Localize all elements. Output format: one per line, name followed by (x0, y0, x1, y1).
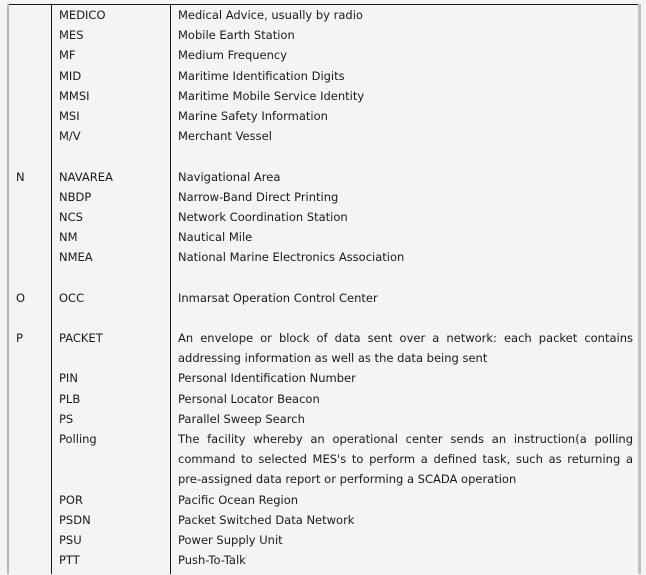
table-row (0, 288, 646, 308)
abbreviation: NMEA (59, 250, 93, 265)
section-letter: P (16, 331, 23, 345)
table-row (0, 25, 646, 45)
definition: Nautical Mile (178, 230, 253, 245)
definition: Push-To-Talk (178, 553, 246, 568)
definition: Personal Locator Beacon (178, 391, 320, 406)
definition: National Marine Electronics Association (178, 250, 405, 265)
definition: Marine Safety Information (178, 108, 328, 123)
abbreviation: M/V (59, 129, 81, 144)
abbreviation: POR (59, 492, 83, 507)
definition: Pacific Ocean Region (178, 492, 299, 507)
section-letter: N (16, 169, 25, 184)
table-row (0, 389, 646, 409)
abbreviation: PLB (59, 391, 81, 406)
section-spacer (0, 267, 646, 287)
table-row (0, 5, 646, 25)
abbreviation: Polling (59, 431, 97, 446)
definition: Personal Identification Number (178, 371, 356, 386)
definition: Parallel Sweep Search (178, 411, 305, 426)
abbreviation: NAVAREA (59, 169, 113, 184)
abbreviation: MID (59, 68, 82, 83)
abbreviation: MMSI (59, 88, 90, 103)
table-row (0, 490, 646, 510)
table-row (0, 510, 646, 530)
section-spacer (0, 146, 646, 166)
table-row (0, 429, 646, 490)
table-row (0, 167, 646, 187)
definition: Medium Frequency (178, 48, 288, 63)
abbreviation: PIN (59, 371, 78, 386)
definition: Inmarsat Operation Control Center (178, 290, 378, 305)
definition: Power Supply Unit (178, 532, 283, 547)
abbreviation: PS (59, 411, 74, 426)
abbreviation: NM (59, 230, 78, 245)
definition: Maritime Identification Digits (178, 68, 345, 83)
definition: An envelope or block of data sent over a network: each packet contains addressing information as well as the data being sent (178, 331, 633, 366)
abbreviation: NCS (59, 209, 83, 224)
table-row (0, 126, 646, 146)
table-row (0, 106, 646, 126)
abbreviation: PSU (59, 532, 82, 547)
table-row (0, 187, 646, 207)
definition: Narrow-Band Direct Printing (178, 189, 339, 204)
definition: Network Coordination Station (178, 209, 348, 224)
table-row (0, 66, 646, 86)
table-row (0, 247, 646, 267)
table-row (0, 550, 646, 570)
table-row (0, 207, 646, 227)
glossary-rows (0, 5, 646, 570)
abbreviation: MEDICO (59, 8, 106, 22)
abbreviation: OCC (59, 290, 85, 305)
table-row (0, 368, 646, 388)
definition: Maritime Mobile Service Identity (178, 88, 365, 103)
table-row (0, 227, 646, 247)
table-row (0, 530, 646, 550)
definition: Mobile Earth Station (178, 28, 295, 43)
definition: Packet Switched Data Network (178, 512, 355, 527)
abbreviation: NBDP (59, 189, 92, 204)
table-row (0, 45, 646, 65)
table-row (0, 86, 646, 106)
table-row (0, 328, 646, 368)
section-spacer (0, 308, 646, 328)
abbreviation: MSI (59, 108, 80, 123)
definition: Merchant Vessel (178, 129, 272, 144)
abbreviation: PSDN (59, 512, 91, 527)
section-letter: O (16, 290, 26, 305)
definition: The facility whereby an operational center sends an instruction(a polling command to selected MES's to perform a defined task, such as returning a pre-assigned data report or performing a SCADA operation (178, 431, 633, 487)
table-row (0, 409, 646, 429)
abbreviation: MES (59, 28, 84, 43)
abbreviation: MF (59, 48, 76, 63)
definition: Navigational Area (178, 169, 281, 184)
definition: Medical Advice, usually by radio (178, 8, 363, 22)
abbreviation: PACKET (59, 331, 103, 345)
abbreviation: PTT (59, 553, 80, 568)
